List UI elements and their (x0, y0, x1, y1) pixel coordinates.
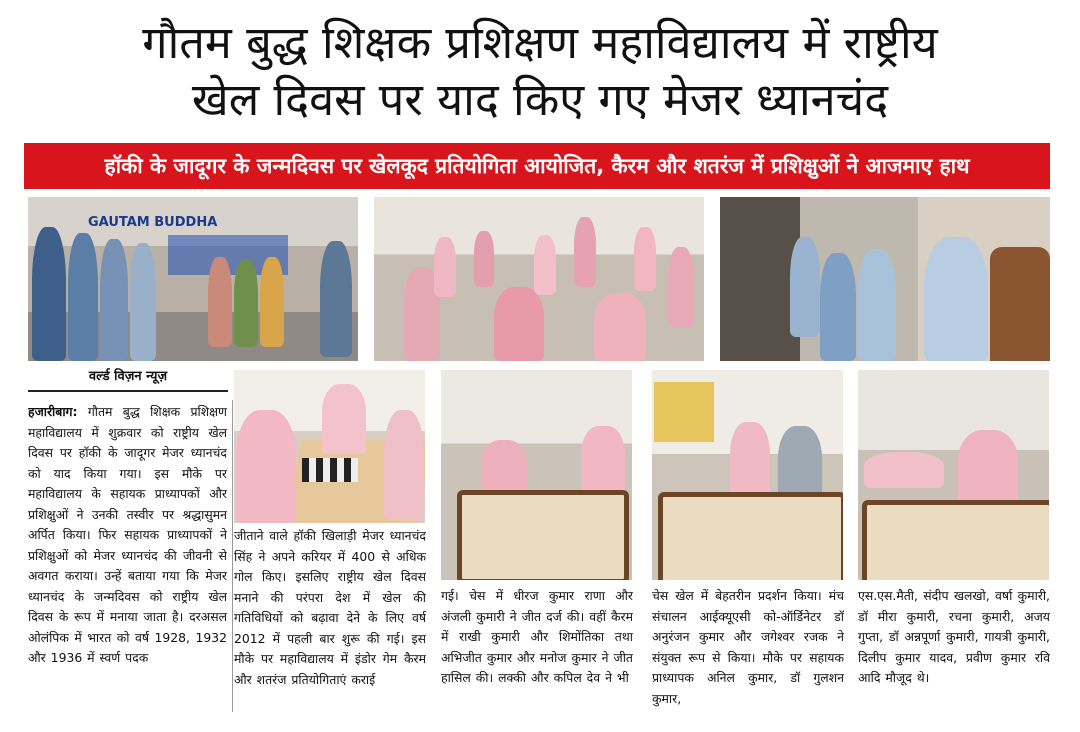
headline (0, 14, 1080, 128)
article-column-3: गई। चेस में धीरज कुमार राणा और अंजली कुमारी ने जीत दर्ज की। वहीं कैरम में राखी कुमारी और शिमोंतिका तथा अभिजीत कुमार और मनोज कुमार ने जीत हासिल की। लक्की और कपिल देव ने भी (441, 588, 633, 685)
byline: वर्ल्ड विज़न न्यूज़ (28, 366, 228, 392)
article-column-4: चेस खेल में बेहतरीन प्रदर्शन किया। मंच संचालन आईक्यूएसी को-ऑर्डिनेटर डॉ अनुरंजन कुमार और जगेश्वर रजक ने संयुक्त रूप से किया। मौके पर सहायक प्राध्यापक अनिल कुमार, डॉ गुलशन कुमार, (652, 588, 844, 706)
photo-chess-game (234, 370, 425, 523)
article-text-col-1: गौतम बुद्ध शिक्षक प्रशिक्षण महाविद्यालय में शुक्रवार को राष्ट्रीय खेल दिवस पर हॉकी के जादूगर मेजर ध्यानचंद को याद किया गया। इस मौके पर महाविद्यालय के सहायक प्राध्यापकों और प्रशिक्षुओं ने उनकी तस्वीर पर श्रद्धासुमन अर्पित किया। फिर सहायक प्राध्यापकों ने प्रशिक्षुओं को मेजर ध्यानचंद की जीवनी से अवगत कराया। उन्हें बताया गया कि मेजर ध्यानचंद के जन्मदिवस को राष्ट्रीय खेल दिवस के रूप में मनाया जाता है। दरअसल ओलंपिक में भारत को वर्ष 1928, 1932 और 1936 में स्वर्ण पदक (28, 404, 227, 665)
article-column-1 (28, 402, 227, 712)
headline-line-1: गौतम बुद्ध शिक्षक प्रशिक्षण महाविद्यालय में राष्ट्रीय (142, 16, 938, 69)
headline-line-2: खेल दिवस पर याद किए गए मेजर ध्यानचंद (191, 73, 889, 126)
column-divider (232, 400, 233, 712)
photo-carrom-game-3 (858, 370, 1049, 580)
photo-carrom-game-1 (441, 370, 632, 580)
photo-trainees-seated (374, 197, 704, 361)
photo-tribute-ceremony (28, 197, 358, 361)
photo-faculty-seated (720, 197, 1050, 361)
dateline: हजारीबाग: (28, 404, 78, 419)
article-column-5: एस.एस.मैती, संदीप खलखो, वर्षा कुमारी, डॉ मीरा कुमारी, रचना कुमारी, अजय गुप्ता, डॉ अन्नपूर्णा कुमारी, गायत्री कुमारी, दिलीप कुमार यादव, प्रवीण कुमार रवि आदि मौजूद थे। (858, 588, 1050, 685)
college-sign: GAUTAM BUDDHA (88, 215, 218, 230)
article-column-2: जीताने वाले हॉकी खिलाड़ी मेजर ध्यानचंद सिंह ने अपने करियर में 400 से अधिक गोल किए। इसलिए राष्ट्रीय खेल दिवस मनाने की परंपरा देश में खेल की गतिविधियों को बढ़ावा देने के लिए वर्ष 2012 में पहली बार शुरू की गई। इस मौके पर महाविद्यालय में इंडोर गेम कैरम और शतरंज प्रतियोगिताएं कराई (234, 528, 426, 687)
subheadline-banner: हॉकी के जादूगर के जन्मदिवस पर खेलकूद प्रतियोगिता आयोजित, कैरम और शतरंज में प्रशिक्षुओं ने आजमाए हाथ (24, 143, 1050, 189)
photo-carrom-game-2 (652, 370, 843, 580)
